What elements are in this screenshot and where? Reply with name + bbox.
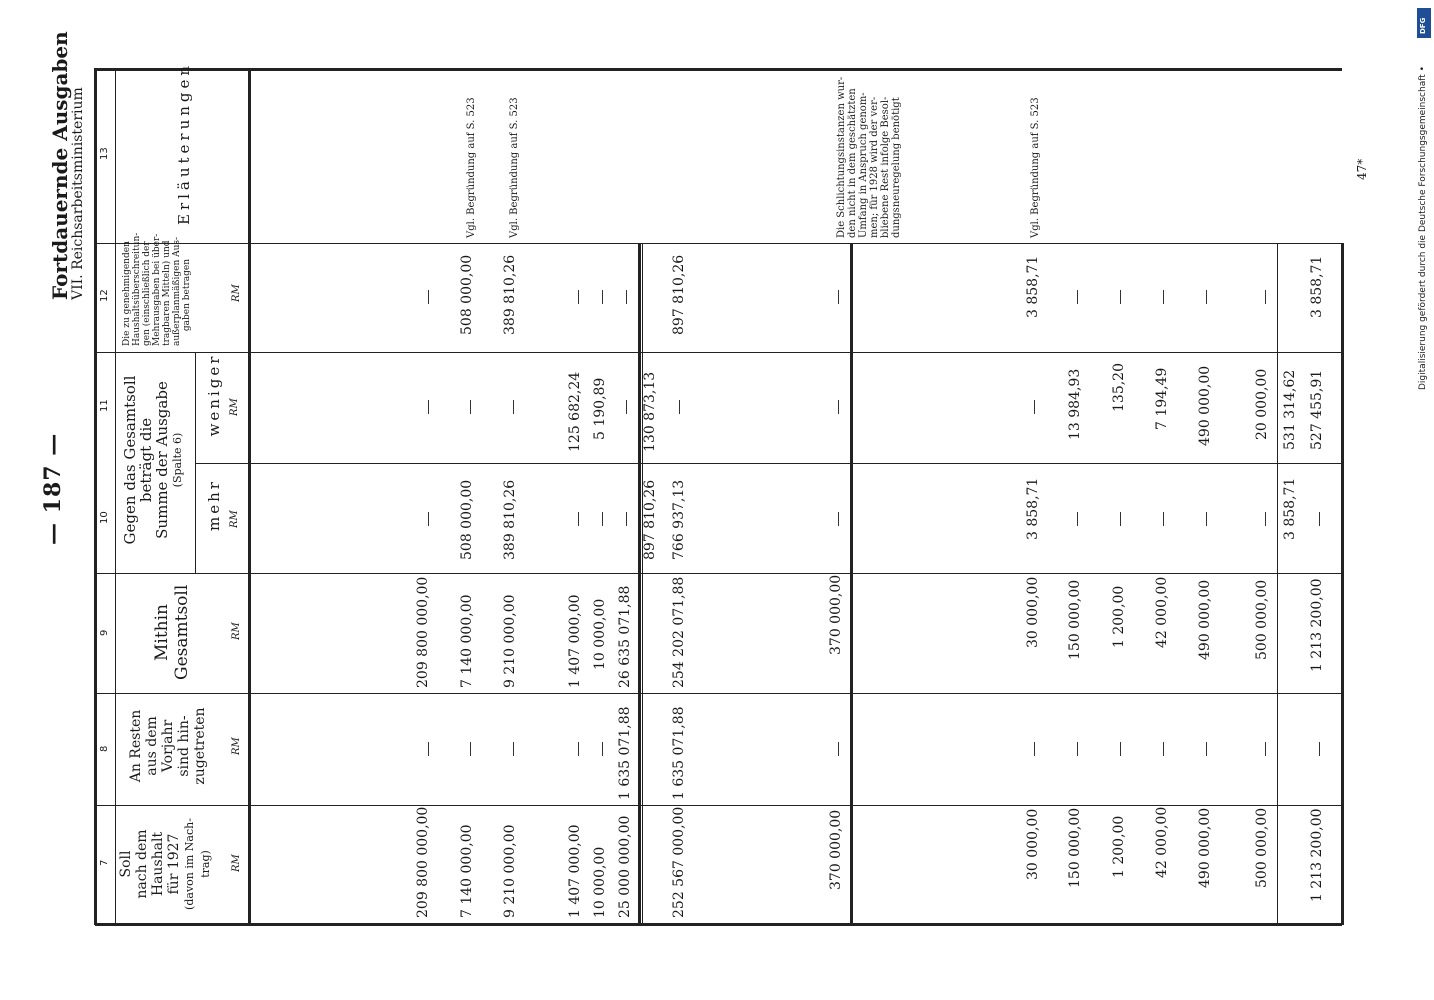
dfg-logo bbox=[1417, 8, 1431, 38]
col10-unit: RM bbox=[229, 510, 240, 528]
r2-c11-dash bbox=[470, 400, 471, 414]
col9-number: 9 bbox=[99, 629, 110, 636]
r1-c9: 209 800 000,00 bbox=[415, 576, 431, 688]
r2-c12: 508 000,00 bbox=[459, 254, 475, 335]
sum2-c10: 3 858,71 bbox=[1282, 477, 1298, 540]
group-head-line2: beträgt die bbox=[137, 417, 155, 503]
r3-c12: 389 810,26 bbox=[502, 254, 518, 335]
r11-c7: 42 000,00 bbox=[1154, 806, 1170, 878]
col8-header bbox=[128, 694, 208, 798]
col12-number: 12 bbox=[99, 289, 110, 302]
page-subtitle: VII. Reichsarbeitsministerium bbox=[70, 87, 86, 300]
r11-c11: 7 194,49 bbox=[1154, 367, 1170, 430]
r7-note-line5: bliebene Rest infolge Besol- bbox=[880, 96, 891, 238]
r4-c8-dash bbox=[578, 742, 579, 756]
r9-c8-dash bbox=[1077, 742, 1078, 756]
sum1-c8: 1 635 071,88 bbox=[671, 706, 687, 800]
r2-c9: 7 140 000,00 bbox=[459, 594, 475, 688]
r6-c9: 26 635 071,88 bbox=[617, 585, 633, 688]
r5-c7: 10 000,00 bbox=[592, 846, 608, 918]
header-left-rule bbox=[94, 68, 97, 925]
r12-c11: 490 000,00 bbox=[1197, 365, 1213, 446]
r12-c10-dash bbox=[1206, 512, 1207, 526]
col13-header: Erläuterungen bbox=[175, 61, 193, 225]
r3-c7: 9 210 000,00 bbox=[502, 824, 518, 918]
col12-head-line4: Mehrausgaben bei über- bbox=[152, 233, 162, 346]
sum1-c12: 897 810,26 bbox=[671, 254, 687, 335]
col12-head-line1: Die zu genehmigenden bbox=[122, 241, 132, 346]
col7-head-line3: Haushalt bbox=[150, 831, 166, 897]
r8-c11-dash bbox=[1034, 400, 1035, 414]
r13-c7: 500 000,00 bbox=[1254, 807, 1270, 888]
r7-note-line3: Umfang in Anspruch genom- bbox=[858, 92, 869, 238]
r9-c10-dash bbox=[1077, 512, 1078, 526]
r7-c7: 370 000,00 bbox=[828, 809, 844, 890]
sum1-c9: 254 202 071,88 bbox=[671, 576, 687, 688]
r9-c9: 150 000,00 bbox=[1067, 579, 1083, 660]
col-sep-bottom bbox=[95, 923, 1342, 926]
r6-c10-dash bbox=[626, 512, 627, 526]
col7-head-line2: nach dem bbox=[134, 829, 150, 899]
col11-header: weniger bbox=[205, 353, 223, 437]
r7-c10-dash bbox=[838, 512, 839, 526]
r1-c8-dash bbox=[428, 742, 429, 756]
col9-header bbox=[152, 585, 192, 680]
r10-c7: 1 200,00 bbox=[1111, 815, 1127, 878]
section1-sum-rule-b bbox=[642, 243, 643, 925]
col13-number: 13 bbox=[99, 147, 110, 160]
col9-unit: RM bbox=[231, 622, 242, 640]
sum2-c12: 3 858,71 bbox=[1309, 255, 1325, 318]
r10-c8-dash bbox=[1120, 742, 1121, 756]
r7-c11-dash bbox=[838, 400, 839, 414]
r2-c7: 7 140 000,00 bbox=[459, 824, 475, 918]
r11-c9: 42 000,00 bbox=[1154, 576, 1170, 648]
r12-c7: 490 000,00 bbox=[1197, 807, 1213, 888]
col9-head-line2: Gesamtsoll bbox=[172, 584, 192, 680]
r8-c9: 30 000,00 bbox=[1025, 576, 1041, 648]
col7-number: 7 bbox=[99, 859, 110, 866]
r11-c8-dash bbox=[1163, 742, 1164, 756]
r9-c12-dash bbox=[1077, 290, 1078, 304]
r5-c8-dash bbox=[602, 742, 603, 756]
col-sep-9-10 bbox=[95, 573, 1342, 574]
sum2-c7: 1 213 200,00 bbox=[1309, 808, 1325, 902]
col10-header: mehr bbox=[205, 479, 223, 531]
page-title: Fortdauernde Ausgaben bbox=[48, 31, 72, 300]
r7-c13-note bbox=[836, 68, 902, 238]
col8-head-line4: sind hin- bbox=[176, 715, 192, 777]
r13-c9: 500 000,00 bbox=[1254, 579, 1270, 660]
r8-c12: 3 858,71 bbox=[1025, 255, 1041, 318]
r3-c9: 9 210 000,00 bbox=[502, 594, 518, 688]
r8-c10: 3 858,71 bbox=[1025, 477, 1041, 540]
r4-c9: 1 407 000,00 bbox=[567, 594, 583, 688]
group-head-line3: Summe der Ausgabe bbox=[153, 381, 171, 539]
col7-head-line4: für 1927 bbox=[166, 833, 182, 895]
col12-head-line7: gaben betragen bbox=[182, 258, 192, 332]
col-sep-12-13 bbox=[95, 243, 1342, 244]
col8-head-line1: An Resten bbox=[128, 709, 144, 783]
r7-note-line6: dungsneuregelung benötigt bbox=[891, 97, 902, 238]
r3-c13-note: Vgl. Begründung auf S. 523 bbox=[509, 97, 520, 238]
col7-header bbox=[118, 810, 214, 918]
section-divider bbox=[850, 243, 853, 925]
page-number: — 187 — bbox=[40, 432, 66, 545]
col8-head-line2: aus dem bbox=[144, 716, 160, 776]
group-head-line4: (Spalte 6) bbox=[171, 432, 184, 488]
r8-c8-dash bbox=[1034, 742, 1035, 756]
page-footnote: 47* bbox=[1355, 158, 1369, 180]
r10-c12-dash bbox=[1120, 290, 1121, 304]
col9-head-line1: Mithin bbox=[152, 604, 172, 662]
r9-c7: 150 000,00 bbox=[1067, 807, 1083, 888]
col-sep-10-11 bbox=[195, 463, 1342, 464]
r1-c12-dash bbox=[428, 290, 429, 304]
r11-c12-dash bbox=[1163, 290, 1164, 304]
col12-head-line6: außerplanmäßigen Aus- bbox=[172, 236, 182, 346]
r10-c11: 135,20 bbox=[1111, 363, 1127, 412]
r7-c9: 370 000,00 bbox=[828, 574, 844, 655]
r2-c10: 508 000,00 bbox=[459, 479, 475, 560]
r12-c9: 490 000,00 bbox=[1197, 579, 1213, 660]
col-sep-top bbox=[95, 68, 1342, 71]
group-head-rule bbox=[195, 352, 196, 573]
sum2-c10-dash bbox=[1319, 512, 1320, 526]
r13-c11: 20 000,00 bbox=[1254, 368, 1270, 440]
r13-c8-dash bbox=[1265, 742, 1266, 756]
col7-head-line5: (davon im Nach- bbox=[183, 818, 196, 910]
col10-number: 10 bbox=[99, 511, 110, 524]
r5-c11: 5 190,89 bbox=[592, 377, 608, 440]
header-bottom-rule bbox=[248, 68, 251, 925]
col8-head-line5: zugetreten bbox=[192, 707, 208, 785]
r4-c7: 1 407 000,00 bbox=[567, 824, 583, 918]
r4-c12-dash bbox=[578, 290, 579, 304]
r1-c7: 209 800 000,00 bbox=[415, 806, 431, 918]
col12-head-line3: gen (einschließlich der bbox=[142, 241, 152, 346]
r4-c11: 125 682,24 bbox=[567, 371, 583, 452]
r13-c10-dash bbox=[1265, 512, 1266, 526]
r1-c11-dash bbox=[428, 400, 429, 414]
col12-header bbox=[122, 232, 192, 346]
group-head-line1: Gegen das Gesamtsoll bbox=[121, 375, 139, 545]
col8-unit: RM bbox=[231, 737, 242, 755]
r6-c8: 1 635 071,88 bbox=[617, 706, 633, 800]
sum1-c11-dash bbox=[679, 400, 680, 414]
r4-c10-dash bbox=[578, 512, 579, 526]
r6-c11-dash bbox=[626, 400, 627, 414]
sum1-c7: 252 567 000,00 bbox=[671, 806, 687, 918]
r12-c12-dash bbox=[1206, 290, 1207, 304]
r7-c12-dash bbox=[838, 290, 839, 304]
col-sep-8-9 bbox=[95, 693, 1342, 694]
section2-sum-rule bbox=[1277, 243, 1278, 925]
r7-note-line1: Die Schlichtungsinstanzen wur- bbox=[836, 76, 847, 238]
r3-c11-dash bbox=[513, 400, 514, 414]
section1-sum-rule bbox=[638, 243, 641, 925]
table-right-rule bbox=[1341, 243, 1344, 925]
col-sep-11-12 bbox=[95, 352, 1342, 353]
sum1-c10-b: 766 937,13 bbox=[671, 479, 687, 560]
sum1-c11: 130 873,13 bbox=[642, 371, 658, 452]
r1-c10-dash bbox=[428, 512, 429, 526]
sum2-c11-a: 531 314,62 bbox=[1282, 369, 1298, 450]
col12-head-line2: Haushaltsüberschreitun- bbox=[132, 232, 142, 346]
r2-c13-note: Vgl. Begründung auf S. 523 bbox=[466, 97, 477, 238]
dfg-logo-text: DFG bbox=[1419, 17, 1427, 34]
r7-c8-dash bbox=[838, 742, 839, 756]
r9-c11: 13 984,93 bbox=[1067, 368, 1083, 440]
sum2-c11-b: 527 455,91 bbox=[1309, 369, 1325, 450]
r10-c9: 1 200,00 bbox=[1111, 585, 1127, 648]
r7-note-line4: men; für 1928 wird der ver- bbox=[869, 96, 880, 238]
colno-rule bbox=[115, 68, 116, 925]
col8-head-line3: Vorjahr bbox=[160, 719, 176, 773]
r12-c8-dash bbox=[1206, 742, 1207, 756]
r13-c12-dash bbox=[1265, 290, 1266, 304]
r6-c12-dash bbox=[626, 290, 627, 304]
r2-c8-dash bbox=[470, 742, 471, 756]
sum2-c8-dash bbox=[1319, 742, 1320, 756]
col8-number: 8 bbox=[99, 745, 110, 752]
r8-c13-note: Vgl. Begründung auf S. 523 bbox=[1030, 97, 1041, 238]
col10-11-group-header bbox=[122, 360, 186, 560]
r3-c10: 389 810,26 bbox=[502, 479, 518, 560]
sum1-c10-a: 897 810,26 bbox=[642, 479, 658, 560]
r3-c8-dash bbox=[513, 742, 514, 756]
col12-head-line5: tragbaren Mitteln) und bbox=[162, 240, 172, 346]
col7-head-line1: Soll bbox=[118, 850, 134, 878]
r10-c10-dash bbox=[1120, 512, 1121, 526]
r8-c7: 30 000,00 bbox=[1025, 808, 1041, 880]
col7-unit: RM bbox=[231, 854, 242, 872]
col11-number: 11 bbox=[99, 399, 110, 412]
col12-unit: RM bbox=[231, 284, 242, 302]
r5-c12-dash bbox=[602, 290, 603, 304]
r5-c9: 10 000,00 bbox=[592, 598, 608, 670]
col7-head-line6: trag) bbox=[199, 850, 212, 878]
digitization-note: Digitalisierung gefördert durch die Deutsche Forschungsgemeinschaft • bbox=[1418, 66, 1428, 390]
r7-note-line2: den nicht in dem geschätzten bbox=[847, 88, 858, 238]
sum2-c9: 1 213 200,00 bbox=[1309, 578, 1325, 672]
r6-c7: 25 000 000,00 bbox=[617, 815, 633, 918]
col11-unit: RM bbox=[229, 398, 240, 416]
r5-c10-dash bbox=[602, 512, 603, 526]
r11-c10-dash bbox=[1163, 512, 1164, 526]
